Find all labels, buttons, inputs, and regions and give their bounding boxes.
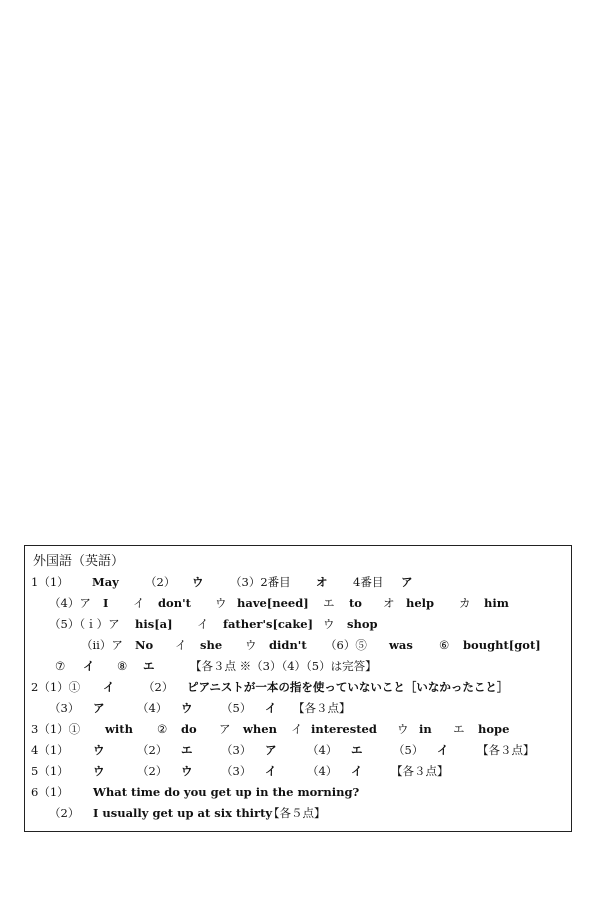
score-note: 【各５点】 <box>268 806 326 820</box>
answer: イ <box>351 764 363 778</box>
q1-line-5 <box>25 656 573 676</box>
choice-label: ア <box>219 722 231 736</box>
question-number: 3（1）① <box>31 722 81 736</box>
answer: ウ <box>192 575 204 589</box>
q1-line-4 <box>25 635 573 655</box>
choice-label: ウ <box>323 617 335 631</box>
sub-number: （4） <box>307 743 338 757</box>
choice-label: イ <box>197 617 209 631</box>
question-number: 1（1） <box>31 575 69 589</box>
choice-label: エ <box>453 722 465 736</box>
answer: I <box>103 596 109 610</box>
sub-number: （5） <box>393 743 424 757</box>
answer: to <box>349 596 362 610</box>
score-note: 【各３点】 <box>477 743 535 757</box>
answer: エ <box>143 659 155 673</box>
answer: ウ <box>93 743 105 757</box>
choice-label: イ <box>291 722 303 736</box>
circle-number: ② <box>157 722 168 736</box>
sub-number: （4） <box>137 701 168 715</box>
sub-number: （2） <box>145 575 176 589</box>
answer: bought[got] <box>463 638 541 652</box>
answer: ア <box>401 575 413 589</box>
answer: ウ <box>181 701 193 715</box>
choice-label: ウ <box>397 722 409 736</box>
answer: she <box>200 638 223 652</box>
answer: I usually get up at six thirty <box>93 806 273 820</box>
answer: イ <box>103 680 115 694</box>
q1-line-3 <box>25 614 573 634</box>
answer: him <box>484 596 509 610</box>
sub-number: （3） <box>49 701 80 715</box>
q1-line-1 <box>25 572 573 592</box>
circle-number: ⑧ <box>117 659 128 673</box>
answer: No <box>135 638 154 652</box>
answer: ウ <box>181 764 193 778</box>
answer: イ <box>83 659 95 673</box>
sub-number: （4）ア <box>49 596 91 610</box>
sub-number: （ⅱ）ア <box>81 638 123 652</box>
circle-number: ⑥ <box>439 638 450 652</box>
choice-label: エ <box>323 596 335 610</box>
answer: didn't <box>269 638 307 652</box>
answer: help <box>406 596 435 610</box>
answer: have[need] <box>237 596 309 610</box>
question-number: 6（1） <box>31 785 69 799</box>
choice-label: カ <box>459 596 471 610</box>
answer: エ <box>181 743 193 757</box>
answer: don't <box>158 596 191 610</box>
answer: interested <box>311 722 377 736</box>
answer: イ <box>265 701 277 715</box>
sub-number: （2） <box>137 764 168 778</box>
answer: his[a] <box>135 617 173 631</box>
question-number: 2（1）① <box>31 680 81 694</box>
answer: when <box>243 722 277 736</box>
answer: do <box>181 722 197 736</box>
sub-number: （6）⑤ <box>325 638 367 652</box>
sub-number: （3）2番目 <box>230 575 291 589</box>
sub-number: （2） <box>143 680 174 694</box>
choice-label: オ <box>383 596 395 610</box>
sub-number: （2） <box>49 806 80 820</box>
q6-line-1 <box>25 782 573 802</box>
answer: ピアニストが一本の指を使っていないこと［いなかったこと］ <box>187 680 509 694</box>
q3-line-1 <box>25 719 573 739</box>
circle-number: ⑦ <box>55 659 66 673</box>
choice-label: ウ <box>215 596 227 610</box>
q5-line-1 <box>25 761 573 781</box>
answer: イ <box>437 743 449 757</box>
answer: was <box>389 638 413 652</box>
question-number: 4（1） <box>31 743 69 757</box>
answer: shop <box>347 617 378 631</box>
q2-line-2 <box>25 698 573 718</box>
answer: with <box>105 722 133 736</box>
score-note: 【各３点】 <box>293 701 351 715</box>
answer-key-box <box>24 545 572 832</box>
order-label: 4番目 <box>353 575 384 589</box>
sub-number: （5）（ｉ）ア <box>49 617 120 631</box>
answer: ア <box>93 701 105 715</box>
section-title: 外国語（英語） <box>33 554 125 569</box>
choice-label: ウ <box>245 638 257 652</box>
q1-line-2 <box>25 593 573 613</box>
choice-label: イ <box>133 596 145 610</box>
answer: イ <box>265 764 277 778</box>
answer: May <box>92 575 119 589</box>
sub-number: （4） <box>307 764 338 778</box>
answer: father's[cake] <box>223 617 314 631</box>
answer: エ <box>351 743 363 757</box>
q6-line-2 <box>25 803 573 823</box>
answer: オ <box>316 575 328 589</box>
q4-line-1 <box>25 740 573 760</box>
choice-label: イ <box>175 638 187 652</box>
answer: ア <box>265 743 277 757</box>
answer: hope <box>478 722 510 736</box>
sub-number: （2） <box>137 743 168 757</box>
answer: ウ <box>93 764 105 778</box>
score-note: 【各３点 ※（3）（4）（5）は完答】 <box>190 659 377 673</box>
sub-number: （3） <box>221 743 252 757</box>
answer: What time do you get up in the morning? <box>93 785 360 799</box>
sub-number: （5） <box>221 701 252 715</box>
q2-line-1 <box>25 677 573 697</box>
sub-number: （3） <box>221 764 252 778</box>
answer: in <box>419 722 432 736</box>
score-note: 【各３点】 <box>391 764 449 778</box>
question-number: 5（1） <box>31 764 69 778</box>
